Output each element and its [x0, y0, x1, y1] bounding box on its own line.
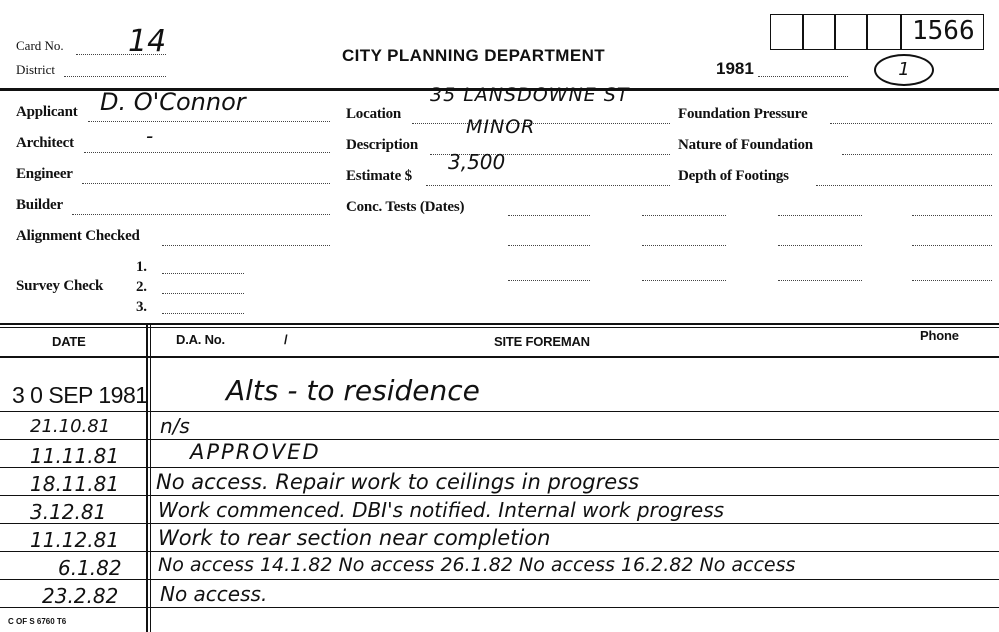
form-code: C OF S 6760 T6 [8, 617, 67, 626]
conc-tests-line [778, 245, 862, 246]
alignment-line [162, 245, 330, 246]
location-value: 35 LANSDOWNE ST [430, 84, 630, 106]
table-row-entry: n/s [160, 414, 190, 438]
architect-label: Architect [16, 135, 74, 151]
conc-tests-line [778, 280, 862, 281]
estimate-line [426, 185, 670, 186]
alignment-label: Alignment Checked [16, 228, 140, 244]
table-row-entry: APPROVED [190, 440, 321, 464]
table-row-entry: No access. Repair work to ceilings in progress [156, 470, 640, 494]
row-rule [0, 495, 999, 496]
district-label: District [16, 62, 55, 77]
conc-tests-line [508, 245, 590, 246]
conc-tests-label: Conc. Tests (Dates) [346, 199, 465, 215]
table-row-entry: Work to rear section near completion [158, 526, 551, 550]
card-no-value: 14 [128, 24, 167, 59]
table-row-date: 3.12.81 [30, 500, 107, 524]
description-label: Description [346, 137, 418, 153]
applicant-value: D. O'Connor [100, 88, 246, 116]
survey-2-line [162, 293, 244, 294]
da-header: D.A. No. [176, 332, 225, 347]
conc-tests-line [912, 245, 992, 246]
date-column-divider-inner [150, 323, 151, 632]
card-number-divider [802, 14, 804, 50]
district-line [64, 76, 166, 77]
conc-tests-line [642, 215, 726, 216]
survey-3-label: 3. [136, 299, 147, 315]
applicant-label: Applicant [16, 104, 78, 120]
row-rule [0, 607, 999, 608]
table-row-date: 6.1.82 [58, 556, 122, 580]
foreman-header: SITE FOREMAN [494, 334, 590, 349]
location-line [412, 123, 670, 124]
conc-tests-line [508, 280, 590, 281]
table-row-date: 11.11.81 [30, 444, 120, 468]
applicant-line [88, 121, 330, 122]
year-label: 1981 [716, 59, 754, 78]
row-rule [0, 523, 999, 524]
conc-tests-line [508, 215, 590, 216]
table-row-entry: No access. [160, 582, 268, 606]
location-label: Location [346, 106, 402, 122]
row-rule [0, 467, 999, 468]
table-row-date: 21.10.81 [30, 416, 111, 437]
date-header: DATE [52, 334, 86, 349]
conc-tests-line [912, 215, 992, 216]
depth-footings-label: Depth of Footings [678, 168, 789, 184]
year-line [758, 76, 848, 77]
table-row-date: 23.2.82 [42, 584, 119, 608]
card-number: 1566 [912, 16, 975, 46]
architect-value: - [146, 124, 154, 148]
survey-label: Survey Check [16, 278, 104, 294]
conc-tests-line [778, 215, 862, 216]
conc-tests-line [642, 280, 726, 281]
row-rule [0, 551, 999, 552]
engineer-label: Engineer [16, 166, 73, 182]
row-rule [0, 411, 999, 412]
table-row-entry: Alts - to residence [226, 374, 480, 407]
nature-foundation-line [842, 154, 992, 155]
da-slash: / [284, 332, 288, 347]
phone-header: Phone [920, 328, 959, 343]
survey-1-line [162, 273, 244, 274]
table-row-entry: No access 14.1.82 No access 26.1.82 No access 16.2.82 No access [158, 554, 796, 576]
table-row-entry: Work commenced. DBI's notified. Internal work progress [158, 498, 725, 522]
conc-tests-line [642, 245, 726, 246]
builder-line [72, 214, 330, 215]
depth-footings-line [816, 185, 992, 186]
sequence-circled: 1 [874, 54, 934, 86]
survey-2-label: 2. [136, 279, 147, 295]
survey-1-label: 1. [136, 259, 147, 275]
architect-line [84, 152, 330, 153]
card-number-divider [834, 14, 836, 50]
row-rule [0, 579, 999, 580]
table-row-date: 18.11.81 [30, 472, 120, 496]
description-value: MINOR [466, 116, 536, 138]
table-row-date: 11.12.81 [30, 528, 120, 552]
date-column-divider [146, 323, 148, 632]
builder-label: Builder [16, 197, 63, 213]
nature-foundation-label: Nature of Foundation [678, 137, 813, 153]
estimate-label: Estimate $ [346, 168, 412, 184]
foundation-pressure-label: Foundation Pressure [678, 106, 808, 122]
row-rule [0, 439, 999, 440]
foundation-pressure-line [830, 123, 992, 124]
card-number-divider [900, 14, 902, 50]
engineer-line [82, 183, 330, 184]
card-no-label: Card No. [16, 38, 64, 53]
estimate-value: 3,500 [448, 150, 506, 174]
conc-tests-line [912, 280, 992, 281]
survey-3-line [162, 313, 244, 314]
department-title: CITY PLANNING DEPARTMENT [342, 46, 606, 65]
table-row-date: 3 0 SEP 1981 [12, 382, 148, 408]
card-number-divider [866, 14, 868, 50]
